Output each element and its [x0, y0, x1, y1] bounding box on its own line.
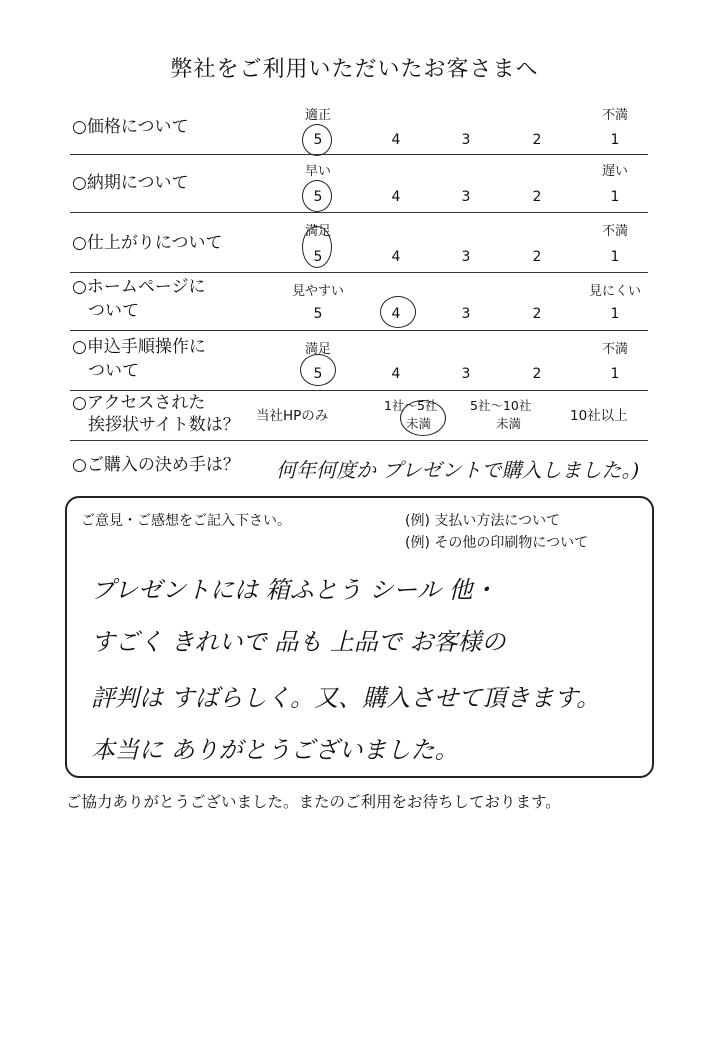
scale-3: 3: [461, 189, 471, 205]
scale-5: 5: [313, 132, 323, 148]
example-printing: (例) その他の印刷物について: [405, 535, 589, 551]
access-option-1-5: 1社～5社: [384, 398, 438, 413]
question-label: ○ホームページに: [72, 277, 206, 297]
scale-1: 1: [610, 249, 620, 265]
footer-thanks: ご協力ありがとうございました。またのご利用をお待ちしております。: [66, 793, 561, 811]
scale-1: 1: [610, 366, 620, 382]
question-label: ○アクセスされた: [72, 393, 206, 413]
scale-1: 1: [610, 132, 620, 148]
scale-4: 4: [391, 132, 401, 148]
comment-prompt: ご意見・ご感想をご記入下さい。: [81, 513, 291, 529]
question-row-price: [70, 100, 648, 155]
scale-4: 4: [391, 249, 401, 265]
scale-5: 5: [313, 249, 323, 265]
question-label: ついて: [88, 361, 139, 381]
question-label: ○ご購入の決め手は？: [72, 455, 240, 475]
purchase-answer: 何年何度か プレゼントで購入しました。): [276, 458, 640, 482]
question-label: ○納期について: [72, 173, 189, 193]
scale-4: 4: [391, 306, 401, 322]
selected-circle: [380, 296, 416, 328]
scale-4: 4: [391, 366, 401, 382]
question-label: ○価格について: [72, 117, 189, 137]
scale-2: 2: [532, 249, 542, 265]
scale-5: 5: [313, 306, 323, 322]
access-option-1-5-sub: 未満: [406, 416, 432, 431]
question-label: 挨拶状サイト数は？: [88, 415, 240, 435]
question-row-quality: [70, 212, 648, 273]
scale-5: 5: [313, 366, 323, 382]
comment-box: [65, 496, 654, 778]
scale-high-label: 満足: [304, 342, 331, 357]
access-option-5-10-sub: 未満: [496, 416, 522, 431]
selected-circle: [300, 354, 336, 386]
comment-line-4: 本当に ありがとうございました。: [91, 736, 459, 764]
scale-2: 2: [532, 366, 542, 382]
scale-3: 3: [461, 306, 471, 322]
example-payment: (例) 支払い方法について: [405, 513, 561, 529]
scale-low-label: 不満: [601, 342, 628, 357]
access-option-hp-only: 当社HPのみ: [256, 408, 329, 424]
question-row-ordering: [70, 330, 648, 391]
question-row-delivery: [70, 154, 648, 213]
selected-circle: [302, 180, 332, 212]
scale-5: 5: [313, 189, 323, 205]
comment-line-3: 評判は すばらしく。又、購入させて頂きます。: [91, 684, 601, 712]
access-option-10plus: 10社以上: [570, 408, 628, 424]
scale-1: 1: [610, 306, 620, 322]
question-row-homepage: [70, 272, 648, 331]
scale-low-label: 見にくい: [588, 284, 641, 299]
scale-low-label: 遅い: [601, 164, 628, 179]
scale-low-label: 不満: [601, 108, 628, 123]
question-row-access: [70, 390, 648, 441]
question-label: ○仕上がりについて: [72, 233, 223, 253]
scale-3: 3: [461, 132, 471, 148]
scale-1: 1: [610, 189, 620, 205]
comment-line-2: すごく きれいで 品も 上品で お客様の: [91, 628, 506, 656]
scale-high-label: 早い: [304, 164, 331, 179]
access-option-5-10: 5社～10社: [470, 398, 532, 413]
scale-3: 3: [461, 366, 471, 382]
scale-3: 3: [461, 249, 471, 265]
question-label: ○申込手順操作に: [72, 337, 206, 357]
scale-2: 2: [532, 189, 542, 205]
scale-high-label: 満足: [304, 224, 331, 239]
scale-high-label: 見やすい: [291, 284, 344, 299]
scale-low-label: 不満: [601, 224, 628, 239]
selected-circle: [400, 400, 446, 436]
question-label: ついて: [88, 301, 139, 321]
comment-line-1: プレゼントには 箱ふとう シール 他・: [91, 576, 497, 604]
scale-high-label: 適正: [304, 108, 331, 123]
scale-4: 4: [391, 189, 401, 205]
question-row-purchase: [70, 440, 648, 488]
selected-circle: [302, 226, 332, 268]
page-title: 弊社をご利用いただいたお客さまへ: [170, 57, 539, 82]
selected-circle: [302, 124, 332, 156]
scale-2: 2: [532, 132, 542, 148]
scale-2: 2: [532, 306, 542, 322]
